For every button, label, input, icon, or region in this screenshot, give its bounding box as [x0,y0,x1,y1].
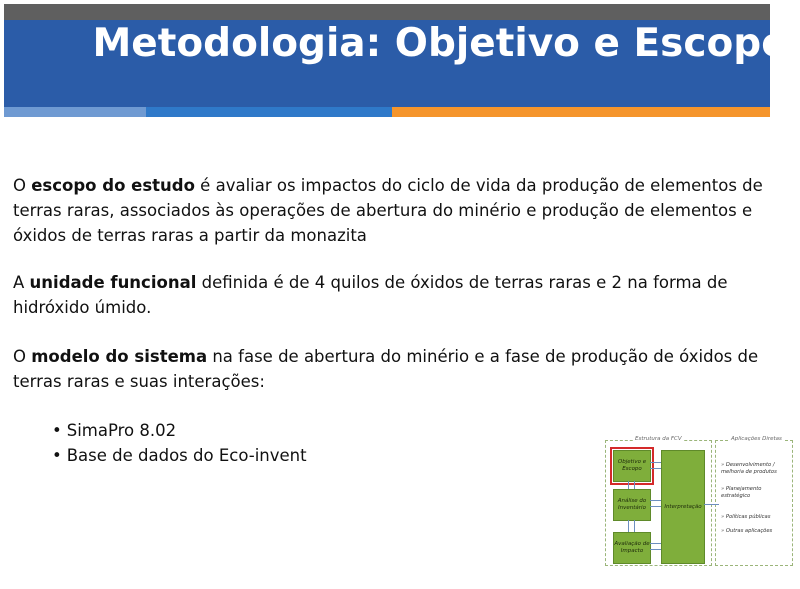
paragraph-escopo: O escopo do estudo é avaliar os impactos do ciclo de vida da produção de elementos de terras raras, associados às operações de abertura do minério e produção de elementos e óxidos de terras raras a partir da monazita [13,176,763,245]
stripe-light-blue [4,107,146,117]
arrow-connector [650,468,661,469]
top-bar [4,4,770,20]
arrow-connector [704,504,719,505]
arrow-connector [628,520,629,532]
slide-title: Metodologia: Objetivo e Escopo [92,21,788,66]
bullet-item: • Base de dados do Eco-invent [52,443,307,468]
arrow-connector [650,543,661,544]
lca-framework-diagram [603,434,794,570]
application-item: » Desenvolvimento / melhoria de produtos [721,462,789,475]
arrow-connector [650,506,661,507]
arrow-connector [628,481,629,489]
modelo-emphasis: modelo do sistema [31,347,208,366]
arrow-connector [634,481,635,489]
arrow-connector [650,500,661,501]
paragraph-modelo: O modelo do sistema na fase de abertura do minério e a fase de produção de óxidos de terras raras e suas interações: [13,347,759,391]
stripe-blue [146,107,392,117]
arrow-connector [650,549,661,550]
bullet-item: • SimaPro 8.02 [52,418,307,443]
avaliacao-impacto-box: Avaliação de Impacto [613,532,651,564]
paragraph-unidade: A unidade funcional definida é de 4 quilos de óxidos de terras raras e 2 na forma de hidróxido úmido. [13,273,728,317]
arrow-connector [634,520,635,532]
application-item: » Outras aplicações [721,528,789,535]
fcv-frame-label: Estrutura da FCV [635,436,682,442]
application-item: » Políticas públicas [721,514,789,521]
objetivo-escopo-box: Objetivo e Escopo [613,450,651,482]
stripe-orange [392,107,770,117]
analise-inventario-box: Análise do Inventário [613,489,651,521]
applications-frame-label: Aplicações Diretas [731,436,782,442]
applications-frame [715,440,793,566]
application-item: » Planejamento estratégico [721,486,789,499]
interpretacao-box: Interpretação [661,450,705,564]
unidade-emphasis: unidade funcional [29,273,197,292]
highlight-frame [610,447,654,485]
bullet-list [52,418,307,468]
arrow-connector [650,462,661,463]
escopo-emphasis: escopo do estudo [31,176,195,195]
